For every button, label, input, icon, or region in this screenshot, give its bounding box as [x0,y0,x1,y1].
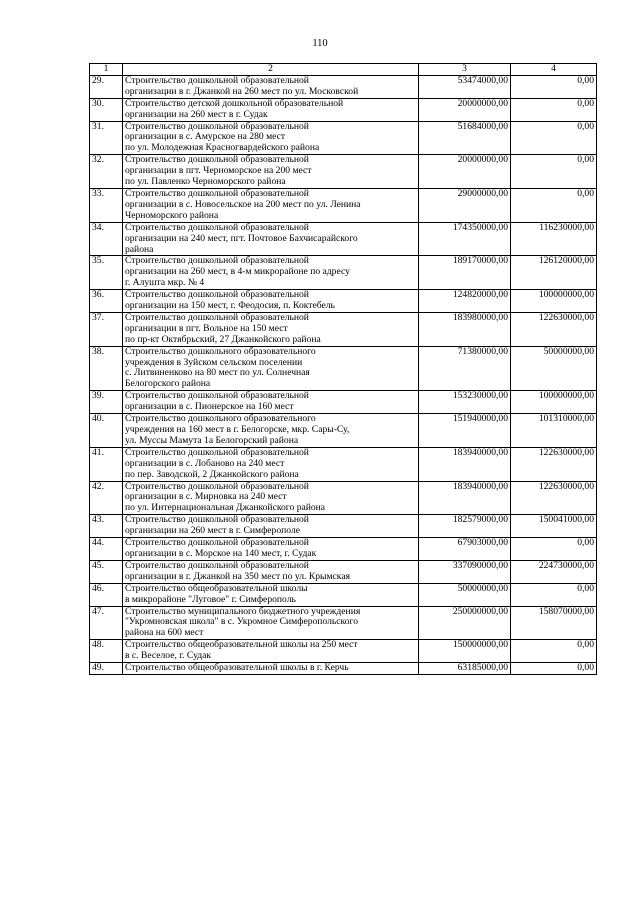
row-number: 43. [90,515,123,538]
table-row [90,481,597,515]
amount-column-3: 51684000,00 [419,121,511,155]
amount-column-3: 29000000,00 [419,188,511,222]
row-number: 30. [90,98,123,121]
amount-column-4: 0,00 [511,121,597,155]
row-number: 42. [90,481,123,515]
column-header: 2 [123,64,419,76]
amount-column-3: 174350000,00 [419,222,511,256]
amount-column-3: 20000000,00 [419,98,511,121]
amount-column-3: 182579000,00 [419,515,511,538]
amount-column-3: 124820000,00 [419,290,511,313]
amount-column-3: 151940000,00 [419,414,511,448]
table-row [90,312,597,346]
object-name: Строительство дошкольной образовательной организации в с. Лобаново на 240 мест по пер. Заводской, 2 Джанкойского района [123,447,419,481]
table-row [90,515,597,538]
object-name: Строительство дошкольной образовательной организации в г. Джанкой на 260 мест по ул. Московской [123,75,419,98]
object-name: Строительство дошкольного образовательного учреждения на 160 мест в г. Белогорске, мкр. Сары-Су, ул. Муссы Мамута 1а Белогорский района [123,414,419,448]
column-header: 3 [419,64,511,76]
object-name: Строительство общеобразовательной школы на 250 мест в с. Веселое, г. Судак [123,640,419,663]
object-name: Строительство дошкольной образовательной организации в г. Джанкой на 350 мест по ул. Крымская [123,560,419,583]
amount-column-4: 100000000,00 [511,391,597,414]
table-row [90,447,597,481]
column-header: 4 [511,64,597,76]
table-row [90,256,597,290]
amount-column-4: 224730000,00 [511,560,597,583]
amount-column-4: 0,00 [511,155,597,189]
amount-column-4: 0,00 [511,75,597,98]
row-number: 32. [90,155,123,189]
object-name: Строительство дошкольной образовательной организации на 150 мест, г. Феодосия, п. Коктебель [123,290,419,313]
amount-column-3: 153230000,00 [419,391,511,414]
amount-column-3: 150000000,00 [419,640,511,663]
row-number: 45. [90,560,123,583]
table-row [90,583,597,606]
object-name: Строительство дошкольного образовательного учреждения в Зуйском сельском поселении с. Литвиненково на 80 мест по ул. Солнечная Белогорского района [123,346,419,391]
amount-column-4: 150041000,00 [511,515,597,538]
row-number: 38. [90,346,123,391]
table-row [90,290,597,313]
amount-column-3: 189170000,00 [419,256,511,290]
row-number: 40. [90,414,123,448]
row-number: 36. [90,290,123,313]
amount-column-4: 122630000,00 [511,312,597,346]
row-number: 34. [90,222,123,256]
object-name: Строительство дошкольной образовательной организации в с. Мирновка на 240 мест по ул. Интернациональная Джанкойского района [123,481,419,515]
column-header: 1 [90,64,123,76]
row-number: 48. [90,640,123,663]
table-body [90,75,597,674]
row-number: 47. [90,606,123,640]
table-row [90,538,597,561]
table-row [90,414,597,448]
row-number: 31. [90,121,123,155]
object-name: Строительство детской дошкольной образовательной организации на 260 мест в г. Судак [123,98,419,121]
row-number: 44. [90,538,123,561]
amount-column-4: 122630000,00 [511,481,597,515]
row-number: 49. [90,663,123,675]
object-name: Строительство дошкольной образовательной организации в с. Новосельское на 200 мест по ул. Ленина Черноморского района [123,188,419,222]
table-row [90,188,597,222]
object-name: Строительство дошкольной образовательной организации в с. Морское на 140 мест, г. Судак [123,538,419,561]
object-name: Строительство дошкольной образовательной организации в с. Амурское на 280 мест по ул. Молодежная Красногвардейского района [123,121,419,155]
table-row [90,98,597,121]
amount-column-4: 116230000,00 [511,222,597,256]
object-name: Строительство общеобразовательной школы в г. Керчь [123,663,419,675]
object-name: Строительство дошкольной образовательной организации на 260 мест в г. Симферополе [123,515,419,538]
amount-column-4: 0,00 [511,188,597,222]
amount-column-4: 122630000,00 [511,447,597,481]
object-name: Строительство дошкольной образовательной организации в пгт. Черноморское на 200 мест по ул. Павленко Черноморского района [123,155,419,189]
row-number: 46. [90,583,123,606]
amount-column-3: 53474000,00 [419,75,511,98]
amount-column-4: 50000000,00 [511,346,597,391]
budget-table [89,63,597,675]
amount-column-4: 0,00 [511,583,597,606]
object-name: Строительство дошкольной образовательной организации в с. Пионерское на 160 мест [123,391,419,414]
table-row [90,121,597,155]
amount-column-3: 337090000,00 [419,560,511,583]
amount-column-4: 0,00 [511,98,597,121]
amount-column-3: 183940000,00 [419,447,511,481]
header-row [90,64,597,76]
row-number: 37. [90,312,123,346]
table-row [90,155,597,189]
amount-column-4: 0,00 [511,538,597,561]
amount-column-4: 158070000,00 [511,606,597,640]
table-row [90,391,597,414]
page-number: 110 [312,38,328,49]
amount-column-4: 126120000,00 [511,256,597,290]
object-name: Строительство муниципального бюджетного учреждения "Укромновская школа" в с. Укромное Симферопольского района на 600 мест [123,606,419,640]
amount-column-3: 63185000,00 [419,663,511,675]
object-name: Строительство дошкольной образовательной организации на 240 мест, пгт. Почтовое Бахчисарайского района [123,222,419,256]
row-number: 29. [90,75,123,98]
amount-column-4: 101310000,00 [511,414,597,448]
amount-column-3: 183940000,00 [419,481,511,515]
amount-column-3: 20000000,00 [419,155,511,189]
table-row [90,663,597,675]
table-row [90,75,597,98]
amount-column-4: 0,00 [511,663,597,675]
amount-column-3: 67903000,00 [419,538,511,561]
table-row [90,560,597,583]
table-row [90,640,597,663]
amount-column-4: 100000000,00 [511,290,597,313]
table-row [90,346,597,391]
amount-column-3: 250000000,00 [419,606,511,640]
amount-column-3: 183980000,00 [419,312,511,346]
object-name: Строительство общеобразовательной школы в микрорайоне "Луговое" г. Симферополь [123,583,419,606]
row-number: 33. [90,188,123,222]
object-name: Строительство дошкольной образовательной организации в пгт. Вольное на 150 мест по пр-кт Октябрьский, 27 Джанкойского района [123,312,419,346]
row-number: 39. [90,391,123,414]
object-name: Строительство дошкольной образовательной организации на 260 мест, в 4-м микрорайоне по адресу г. Алушта мкр. № 4 [123,256,419,290]
row-number: 41. [90,447,123,481]
amount-column-4: 0,00 [511,640,597,663]
amount-column-3: 71380000,00 [419,346,511,391]
amount-column-3: 50000000,00 [419,583,511,606]
row-number: 35. [90,256,123,290]
table-row [90,222,597,256]
table-row [90,606,597,640]
